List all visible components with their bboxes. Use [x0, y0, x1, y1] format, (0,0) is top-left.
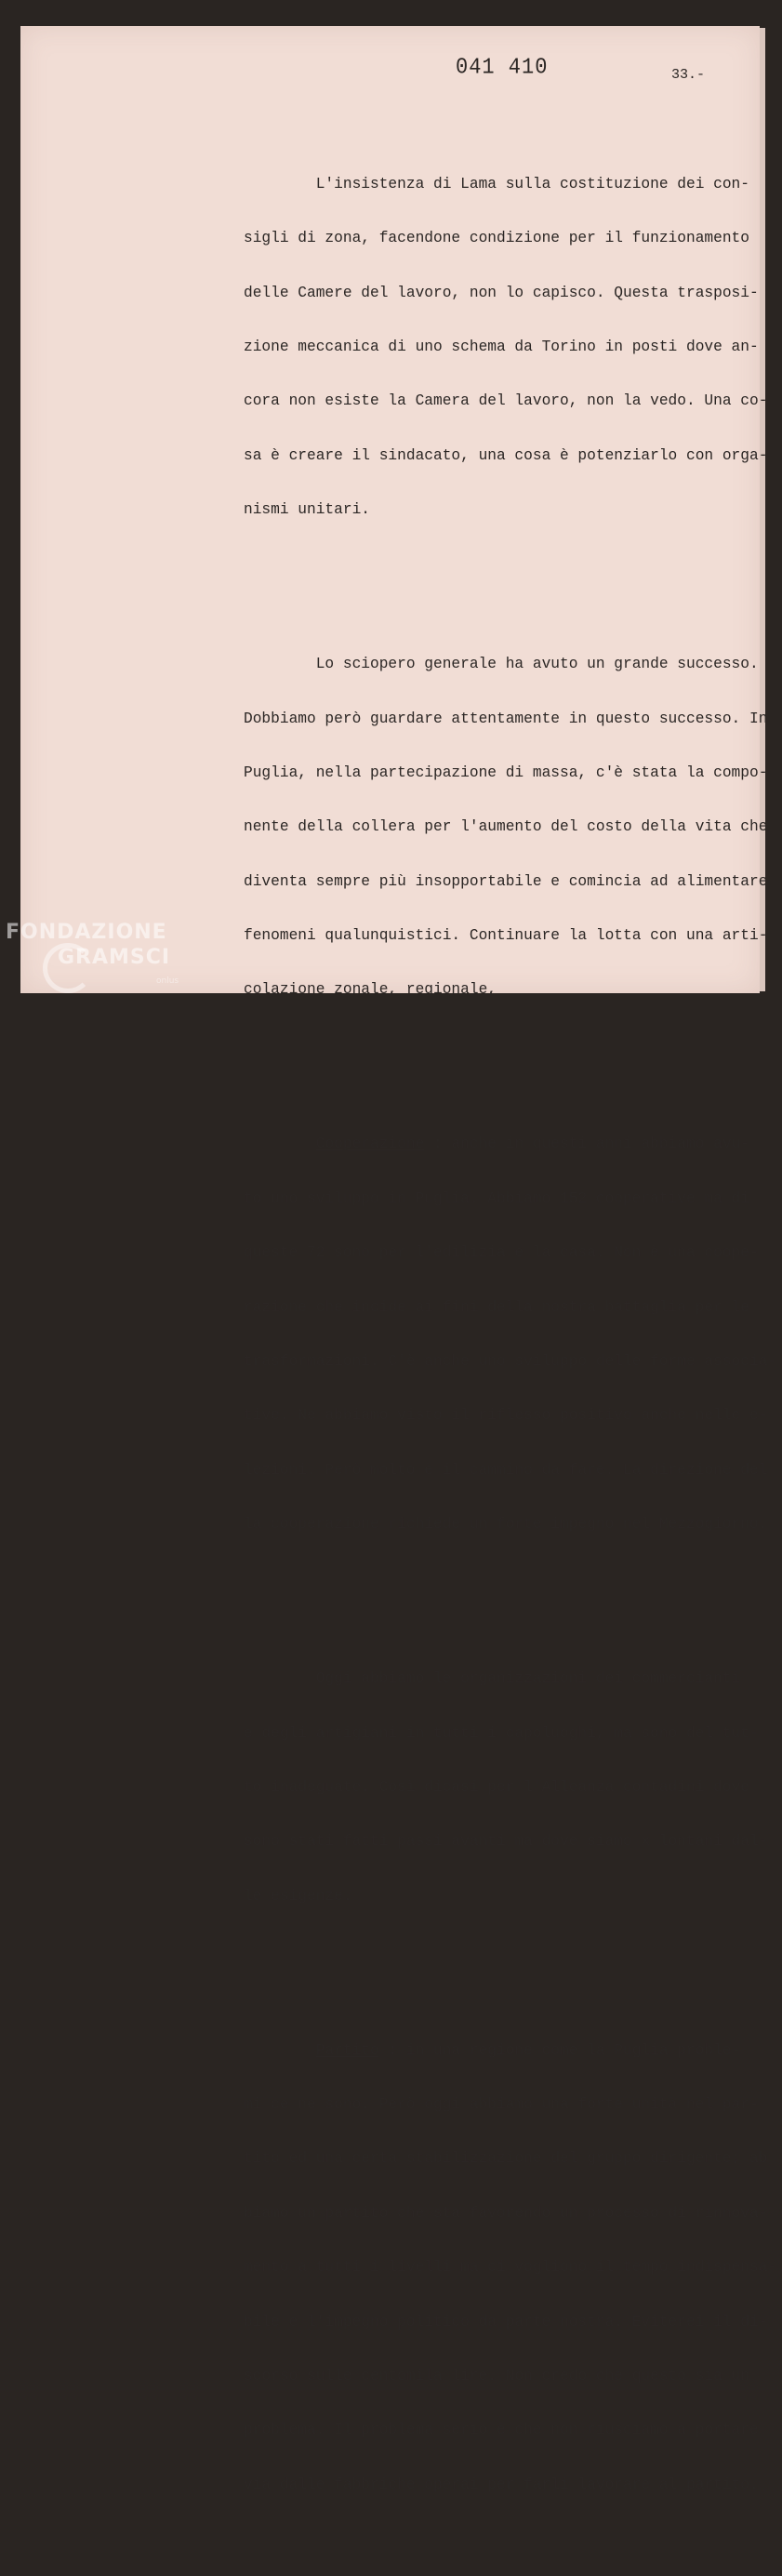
text-line: nente della collera per l'aumento del costo della vita che	[244, 818, 768, 836]
paragraph-partito	[244, 2006, 777, 2530]
watermark-line3: onlus	[156, 976, 179, 986]
text-line: colazione zonale, regionale,	[244, 981, 497, 999]
typed-body	[244, 103, 777, 2576]
text-line: Partito : in una regione come la Puglia proble-	[315, 2041, 741, 2059]
text-line: le esigenze.	[244, 1887, 352, 1905]
text-line: mi ce ne sono. Però oggi abbiamo una forte unità nel par-	[244, 2096, 759, 2114]
paragraph-cooperazione	[244, 1100, 777, 1571]
text-line: diventa sempre più insopportabile e comincia ad alimentare	[244, 872, 768, 890]
section-heading-cooperazione: Cooperazione	[315, 1135, 425, 1153]
text-line: la cooperazione richiede un forte impegno nel Mezzogiorno.	[244, 1515, 768, 1533]
text-line: trasformazioni. C'è anche uno sviluppo delle forme associa-	[244, 1352, 777, 1370]
text-line: nismi unitari.	[244, 500, 370, 518]
text-line: sigli di zona, facendone condizione per il funzionamento	[244, 230, 749, 247]
text-line: Oggi abbiamo le organizzazioni dei commercianti	[244, 1670, 741, 1688]
text-line: scorso sulle centomila lire. Non credo che questo sia un	[244, 2367, 749, 2384]
text-line: tito ed una certa stabilizzazione del gruppo dirigente; ab	[244, 2150, 768, 2168]
text-line: Dobbiamo però guardare attentamente in questo successo. In	[244, 710, 768, 727]
text-line: via dalle fabbriche operai per farli lavorare al partito.	[244, 2476, 759, 2493]
text-line: to inadeguate. Così dicasi per l'Alleanza contadini dove	[244, 1778, 749, 1796]
text-line: lezioni. Però molto è il cammino da fare. La direzione del	[244, 1461, 768, 1479]
paragraph-sciopero	[244, 619, 774, 1035]
text-line: fenomeni qualunquistici. Continuare la lotta con una arti-	[244, 926, 768, 944]
text-line: sono stati fatti passi avanti ma dove siamo x lontani dal-	[244, 1833, 768, 1851]
logo-ring-icon	[43, 943, 93, 993]
text-line: Puglia, nella partecipazione di massa, c'è stata la compo-	[244, 764, 768, 781]
text-line: delle Camere del lavoro, non lo capisco. Questa trasposi-	[244, 284, 759, 301]
paragraph-consigli-di-zona	[244, 139, 774, 555]
watermark-line2: GRAMSCI	[58, 946, 171, 969]
section-heading-partito: Partito	[315, 2041, 379, 2059]
text-line: e degli artigiani in tutti i capoluoghi, ma sono del tut-	[244, 1724, 759, 1742]
fondazione-gramsci-watermark	[6, 921, 179, 986]
page-number: 33.-	[671, 67, 706, 83]
text-line: queste 72 sono per l'edilizia e la casa. Non è una coope-	[244, 1244, 759, 1262]
watermark-line1: FONDAZIONE	[6, 921, 167, 944]
text-line: bile e l'impegno politico da parte nostra. Eviterei il di-	[244, 2313, 768, 2330]
text-line: problema. Il problema serio è che non riusciamo a portare	[244, 2422, 759, 2439]
paragraph-organizzazioni	[244, 1634, 774, 1942]
text-line: sa è creare il sindacato, una cosa è potenziarlo con orga-	[244, 446, 768, 464]
text-line: to uno sviluppo in Puglia. Abbiamo 152 cooperative ma di	[244, 1189, 749, 1207]
text-line: zione meccanica di uno schema da Torino in posti dove an-	[244, 338, 759, 355]
text-line: biamo un partito che sta favorendo un processo di rinnova-	[244, 2204, 768, 2222]
text-line: mento a tutti i livelli ma ci vogliono il tempo indispensa-	[244, 2259, 777, 2277]
text-line: razione che incide ai fini della nostra battaglia per le	[244, 1298, 749, 1316]
text-line: L'insistenza di Lama sulla costituzione dei con-	[244, 175, 749, 193]
text-line: Cooperazione : anche in questi anni abbiamo avu-	[315, 1135, 750, 1153]
text-line: tive. Ne abbiamo visto il riflesso positivo anche nelle e-	[244, 1407, 768, 1425]
text-line: Lo sciopero generale ha avuto un grande successo.	[244, 656, 759, 673]
text-line: cora non esiste la Camera del lavoro, non la vedo. Una co-	[244, 392, 768, 410]
archive-number: 041 410	[456, 54, 549, 81]
